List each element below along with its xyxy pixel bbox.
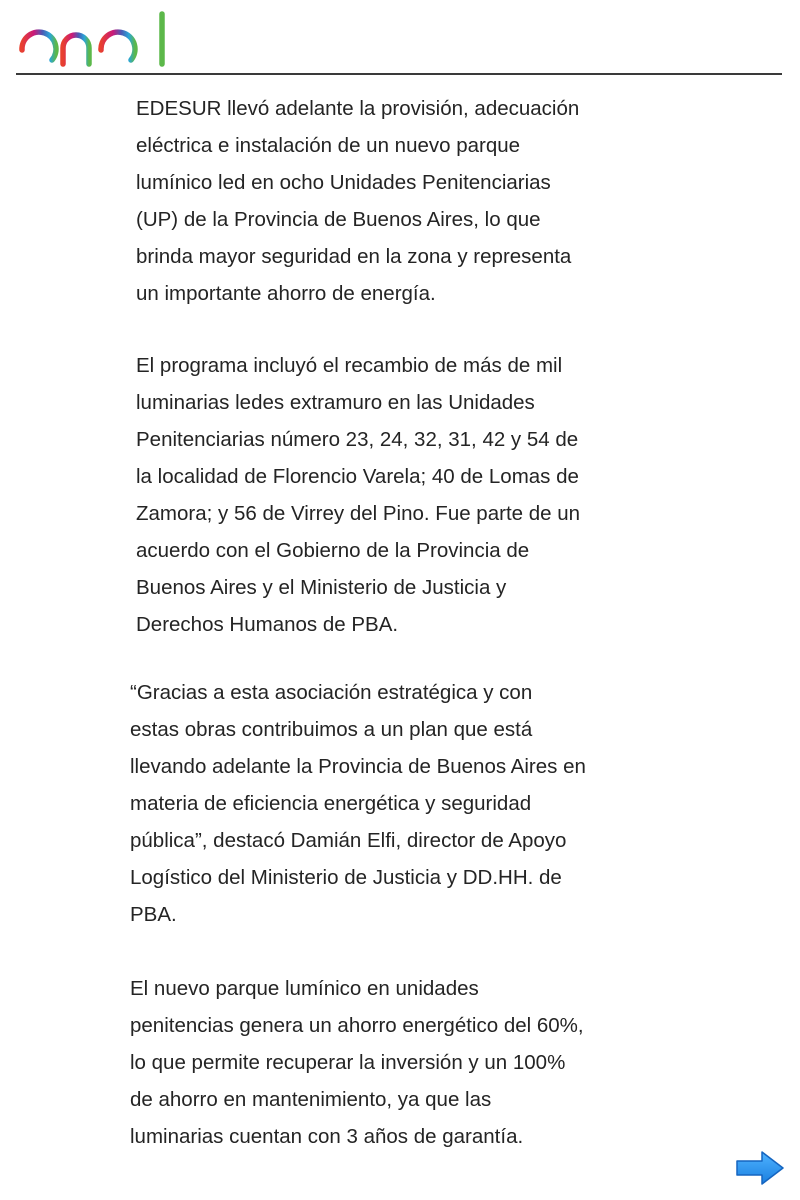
enel-logo xyxy=(16,8,176,70)
article-paragraph-1: EDESUR llevó adelante la provisión, adecuación eléctrica e instalación de un nuevo parque lumínico led en ocho Unidades Penitenciarias (UP) de la Provincia de Buenos Aires, lo que brinda mayor seguridad en la zona y representa un importante ahorro de energía. xyxy=(136,97,580,305)
article-paragraph-4: El nuevo parque lumínico en unidades penitencias genera un ahorro energético del 60%, lo que permite recuperar la inversión y un 100% de ahorro en mantenimiento, ya que las luminarias cuentan con 3 años de garantía. xyxy=(130,977,584,1148)
arrow-right-icon[interactable] xyxy=(734,1148,786,1188)
article-paragraph-3: “Gracias a esta asociación estratégica y con estas obras contribuimos a un plan que está llevando adelante la Provincia de Buenos Aires en materia de eficiencia energética y seguridad pública”, destacó Damián Elfi, director de Apoyo Logístico del Ministerio de Justicia y DD.HH. de PBA. xyxy=(130,681,586,926)
article-paragraph-2: El programa incluyó el recambio de más de mil luminarias ledes extramuro en las Unidades Penitenciarias número 23, 24, 32, 31, 42 y 54 de la localidad de Florencio Varela; 40 de Lomas de Zamora; y 56 de Virrey del Pino. Fue parte de un acuerdo con el Gobierno de la Provincia de Buenos Aires y el Ministerio de Justicia y Derechos Humanos de PBA. xyxy=(136,354,581,636)
header-divider xyxy=(16,73,782,75)
